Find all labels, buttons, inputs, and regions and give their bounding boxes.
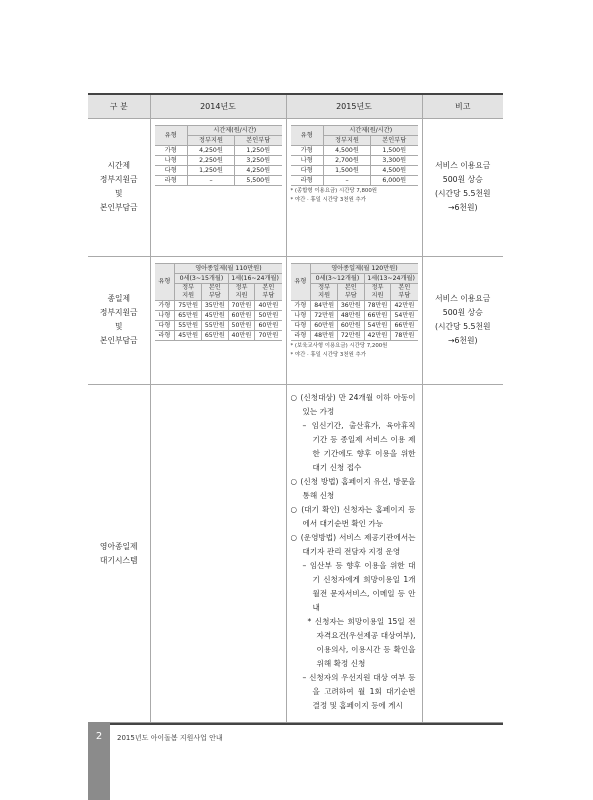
list-item: ○ (운영방법) 서비스 제공기관에서는 대기자 관리 전담자 지정 운영 (290, 532, 416, 556)
table-cell: 나형 (155, 310, 175, 320)
footer-title: 2015년도 아이돌봄 지원사업 안내 (117, 734, 223, 742)
table-cell: 78만원 (364, 300, 391, 310)
infant-2015-cell (286, 256, 422, 384)
waitlist-category: 영아종일제 대기시스템 (88, 384, 150, 724)
header-remarks: 비고 (422, 94, 503, 118)
header-category: 구 분 (88, 94, 150, 118)
table-cell: 54만원 (364, 320, 391, 330)
hourly-2014-table (155, 125, 282, 186)
table-row: 정부 지원 본인 부담 정부 지원 본인 부담 (291, 283, 418, 300)
table-row (155, 330, 282, 340)
table-cell: 다형 (155, 165, 188, 175)
table-row: 0세(3~15개월) 1세(16~24개월) (155, 273, 282, 283)
table-row (155, 175, 282, 185)
table-cell: 나형 (155, 155, 188, 165)
table-cell: 1,250원 (235, 145, 282, 155)
list-item: * 신청자는 희망이용일 15일 전 자격요건(우선제공 대상여부), 이용의사, 이용시간 등 확인을 위해 확정 신청 (307, 616, 416, 668)
table-cell: 54만원 (391, 310, 418, 320)
waitlist-2014-empty (150, 384, 286, 724)
table-cell: 60만원 (228, 310, 255, 320)
table-cell: 70만원 (228, 300, 255, 310)
table-cell: 36만원 (337, 300, 364, 310)
table-cell: 72만원 (311, 310, 338, 320)
table-cell: 6,000원 (371, 175, 418, 185)
table-row (291, 320, 418, 330)
table-cell: 40만원 (255, 300, 282, 310)
infant-2015-table (291, 263, 418, 341)
table-cell: 45만원 (201, 310, 228, 320)
table-cell: 65만원 (175, 310, 202, 320)
infant-2014-cell (150, 256, 286, 384)
table-cell: 3,250원 (235, 155, 282, 165)
table-cell: 45만원 (175, 330, 202, 340)
table-cell: 2,250원 (188, 155, 235, 165)
table-row (291, 175, 418, 185)
header-2014: 2014년도 (150, 94, 286, 118)
hourly-note-1: * (종합형 이용요금) 시간당 7,800원 (290, 187, 377, 194)
header-row (88, 94, 503, 118)
hourly-2015-cell (286, 118, 422, 256)
table-cell: 다형 (291, 165, 324, 175)
infant-category: 종일제 정부지원금 및 본인부담금 (88, 256, 150, 384)
header-2015: 2015년도 (286, 94, 422, 118)
table-cell: 4,500원 (324, 145, 371, 155)
table-cell: 가형 (155, 300, 175, 310)
table-row (291, 310, 418, 320)
footer-rule (88, 722, 503, 723)
table-row: 유형 영아종일제(월 110만원) (155, 263, 282, 273)
table-cell: 1,250원 (188, 165, 235, 175)
table-row: 정부지원 본인부담 (291, 135, 418, 145)
table-cell: 나형 (291, 310, 311, 320)
hourly-2015-table (291, 125, 418, 186)
list-item: ○ (신청대상) 만 24개월 이하 아동이 있는 가정 (290, 392, 416, 416)
hourly-2014-cell (150, 118, 286, 256)
table-cell: – (188, 175, 235, 185)
table-row (155, 300, 282, 310)
page-number: 2 (95, 731, 103, 742)
table-row: 유형 시간제(원/시간) (291, 125, 418, 135)
table-cell: 75만원 (175, 300, 202, 310)
table-row: 유형 시간제(원/시간) (155, 125, 282, 135)
table-cell: 라형 (291, 175, 324, 185)
table-cell: 65만원 (201, 330, 228, 340)
table-cell: 42만원 (364, 330, 391, 340)
table-cell: 가형 (291, 145, 324, 155)
waitlist-2015-cell (286, 384, 422, 724)
table-cell: 다형 (155, 320, 175, 330)
table-cell: 35만원 (201, 300, 228, 310)
table-cell: 42만원 (391, 300, 418, 310)
table-cell: 78만원 (391, 330, 418, 340)
infant-2014-table (155, 263, 282, 341)
table-cell: 가형 (155, 145, 188, 155)
table-cell: 3,300원 (371, 155, 418, 165)
table-cell: 라형 (155, 175, 188, 185)
table-cell: 66만원 (391, 320, 418, 330)
table-cell: 4,500원 (371, 165, 418, 175)
table-cell: 라형 (291, 330, 311, 340)
support-comparison-table (88, 93, 503, 725)
table-cell: 라형 (155, 330, 175, 340)
table-cell: 55만원 (201, 320, 228, 330)
hourly-remark: 서비스 이용요금 500원 상승 (시간당 5.5천원 →6천원) (422, 118, 503, 256)
list-item: ○ (신청 방법) 홈페이지 유선, 방문을 통해 신청 (290, 476, 416, 500)
table-row (155, 320, 282, 330)
table-cell: 50만원 (255, 310, 282, 320)
table-row (155, 310, 282, 320)
table-cell: 84만원 (311, 300, 338, 310)
table-cell: 60만원 (311, 320, 338, 330)
table-row: 정부 지원 본인 부담 정부 지원 본인 부담 (155, 283, 282, 300)
infant-row (88, 256, 503, 384)
table-cell: 1,500원 (324, 165, 371, 175)
table-cell: 48만원 (337, 310, 364, 320)
hourly-row (88, 118, 503, 256)
table-row (155, 145, 282, 155)
table-cell: 72만원 (337, 330, 364, 340)
table-cell: 70만원 (255, 330, 282, 340)
table-row (291, 165, 418, 175)
infant-note-2: * 야간 · 휴일 시간당 3천원 추가 (290, 351, 366, 358)
list-item: – 신청자의 우선지원 대상 여부 등을 고려하여 월 1회 대기순번 결정 및 홈페이지 등에 게시 (302, 672, 416, 710)
table-cell: 나형 (291, 155, 324, 165)
table-cell: 40만원 (228, 330, 255, 340)
infant-note-1: * (보육교사형 이용요금) 시간당 7,200원 (290, 342, 388, 349)
hourly-category: 시간제 정부지원금 및 본인부담금 (88, 118, 150, 256)
table-cell: 2,700원 (324, 155, 371, 165)
list-item: – 임신기간, 출산휴가, 육아휴직 기간 등 종일제 서비스 이용 제한 기간에도 향후 이용을 위한 대기 신청 접수 (302, 420, 416, 472)
table-row (291, 155, 418, 165)
table-row (291, 330, 418, 340)
table-cell: 48만원 (311, 330, 338, 340)
list-item: – 임산부 등 향후 이용을 위한 대기 신청자에게 희망이용일 1개월전 문자서비스, 이메일 등 안내 (302, 560, 416, 612)
table-cell: 66만원 (364, 310, 391, 320)
table-cell: – (324, 175, 371, 185)
table-row: 0세(3~12개월) 1세(13~24개월) (291, 273, 418, 283)
table-cell: 55만원 (175, 320, 202, 330)
table-cell: 1,500원 (371, 145, 418, 155)
waitlist-row (88, 384, 503, 724)
table-cell: 4,250원 (188, 145, 235, 155)
table-cell: 50만원 (228, 320, 255, 330)
list-item: ○ (대기 확인) 신청자는 홈페이지 등에서 대기순번 확인 가능 (290, 504, 416, 528)
table-cell: 다형 (291, 320, 311, 330)
table-row (155, 155, 282, 165)
waitlist-remark-empty (422, 384, 503, 724)
table-cell: 4,250원 (235, 165, 282, 175)
table-cell: 60만원 (337, 320, 364, 330)
table-row (291, 145, 418, 155)
infant-remark: 서비스 이용요금 500원 상승 (시간당 5.5천원 →6천원) (422, 256, 503, 384)
hourly-note-2: * 야간 · 휴일 시간당 3천원 추가 (290, 196, 366, 203)
table-row (155, 165, 282, 175)
table-row: 유형 영아종일제(월 120만원) (291, 263, 418, 273)
table-cell: 60만원 (255, 320, 282, 330)
table-row (291, 300, 418, 310)
table-cell: 가형 (291, 300, 311, 310)
table-row: 정부지원 본인부담 (155, 135, 282, 145)
table-cell: 5,500원 (235, 175, 282, 185)
